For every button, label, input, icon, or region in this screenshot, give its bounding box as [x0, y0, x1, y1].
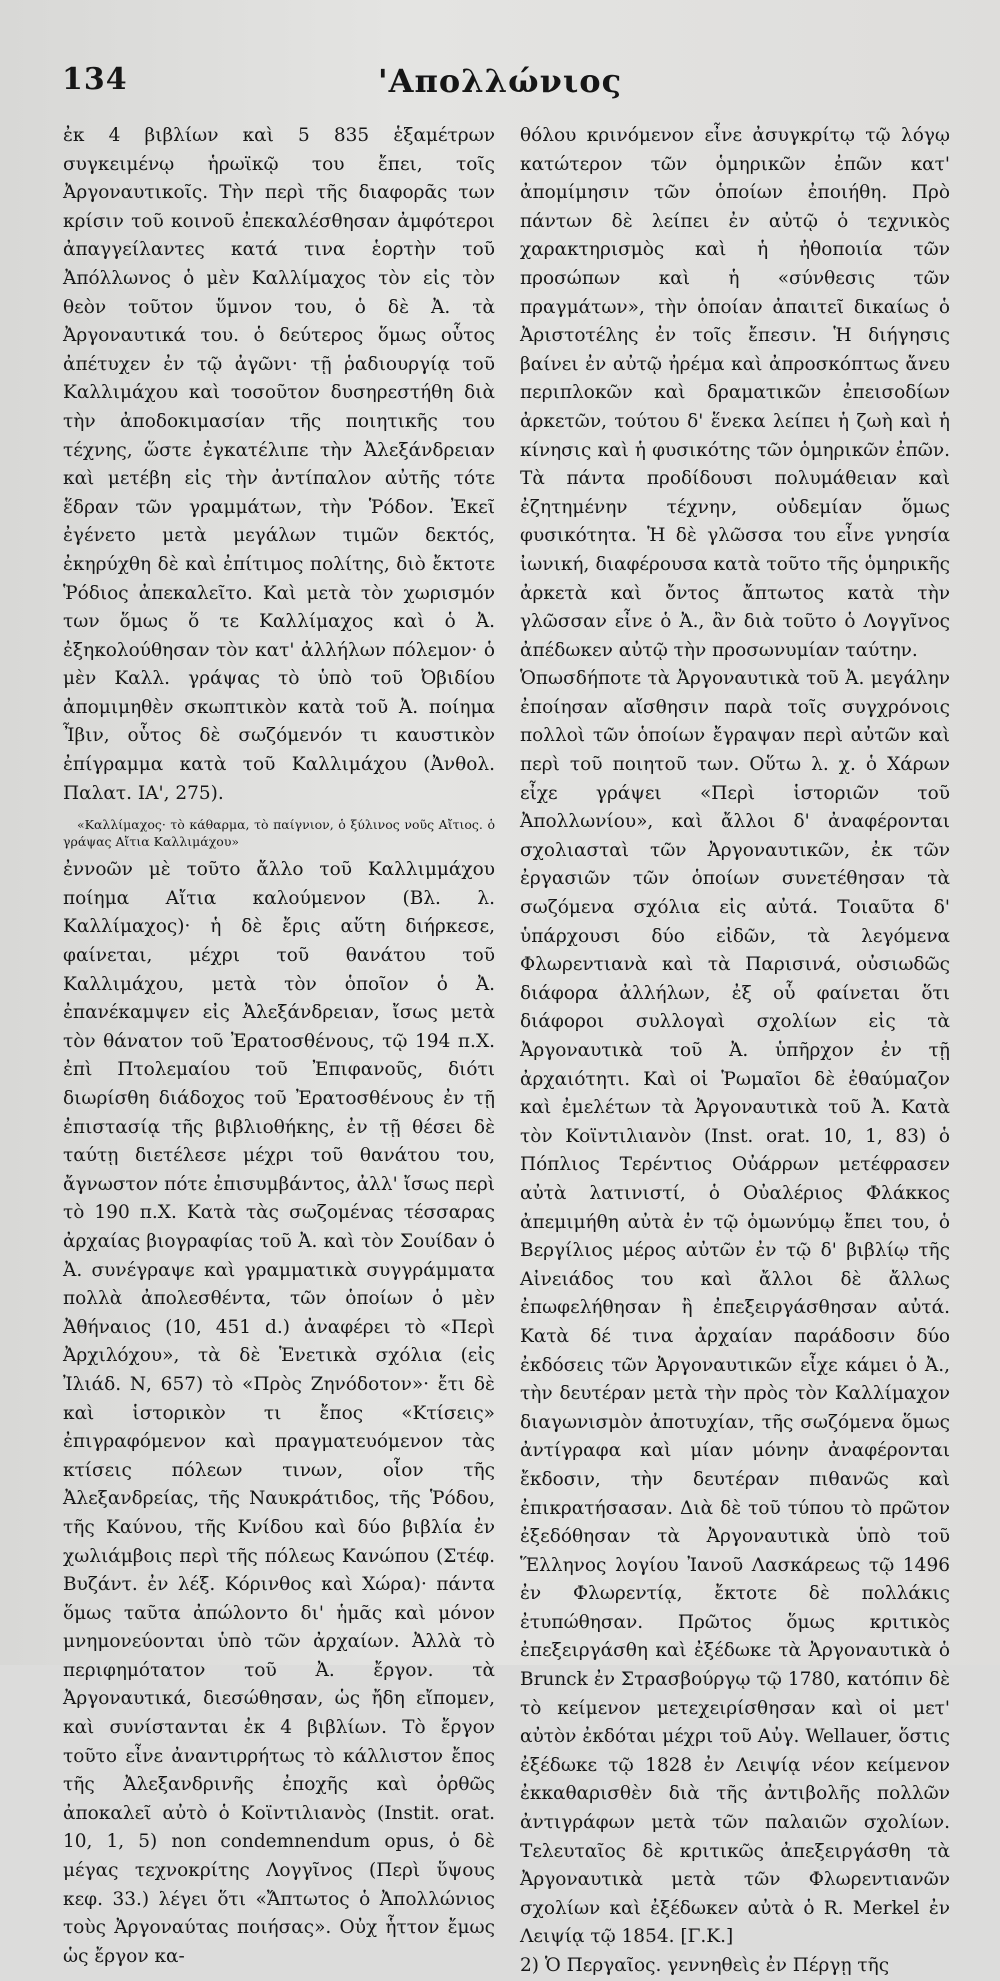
paragraph: ἐννοῶν μὲ τοῦτο ἄλλο τοῦ Καλλιμμάχου ποίημα Αἴτια καλούμενον (Βλ. λ. Καλλίμαχος)· ἡ δὲ ἔρις αὕτη διήρκεσε, φαίνεται, μέχρι τοῦ θανάτου τοῦ Καλλιμάχου, μετὰ τὸν ὁποῖον ὁ Ἀ. ἐπανέκαμψεν εἰς Ἀλεξάνδρειαν, ἴσως μετὰ τὸν θάνατον τοῦ Ἐρατοσθένους, τῷ 194 π.Χ. ἐπὶ Πτολεμαίου τοῦ Ἐπιφανοῦς, διότι διωρίσθη διάδοχος τοῦ Ἐρατοσθένους ἐν τῇ ἐπιστασίᾳ τῆς βιβλιοθήκης, ἐν τῇ θέσει δὲ ταύτῃ διετέλεσε μέχρι τοῦ θανάτου του, ἄγνωστον πότε ἐπισυμβάντος, ἀλλ' ἴσως περὶ τὸ 190 π.Χ. Κατὰ τὰς σωζομένας τέσσαρας ἀρχαίας βιογραφίας τοῦ Ἀ. καὶ τὸν Σουίδαν ὁ Ἀ. συνέγραψε καὶ γραμματικὰ συγγράμματα πολλὰ ἀπολεσθέντα, τῶν ὁποίων ὁ μὲν Ἀθήναιος (10, 451 d.) ἀναφέρει τὸ «Περὶ Ἀρχιλόχου», τὰ δὲ Ἑνετικὰ σχόλια (εἰς Ἰλιάδ. Ν, 657) τὸ «Πρὸς Ζηνόδοτον»· ἔτι δὲ καὶ ἱστορικὸν τι ἔπος «Κτίσεις» ἐπιγραφόμενον καὶ πραγματευόμενον τὰς κτίσεις πόλεων τινων, οἷον τῆς Ἀλεξανδρείας, τῆς Ναυκράτιδος, τῆς Ῥόδου, τῆς Καύνου, τῆς Κνίδου καὶ δύο βιβλία ἐν χωλιάμβοις περὶ τῆς πόλεως Κανώπου (Στέφ. Βυζάντ. ἐν λέξ. Κόρινθος καὶ Χώρα)· πάντα ὅμως ταῦτα ἀπώλοντο δι' ἡμᾶς καὶ μόνον μνημονεύονται ὑπὸ τῶν ἀρχαίων. Ἀλλὰ τὸ περιφημότατον τοῦ Ἀ. ἔργον. τὰ Ἀργοναυτικά, διεσώθησαν, ὡς ἤδη εἴπομεν, καὶ συνίστανται ἐκ 4 βιβλίων. Τὸ ἔργον τοῦτο εἶνε ἀναντιρρήτως τὸ κάλλιστον ἔπος τῆς Ἀλεξανδρινῆς ἐποχῆς καὶ ὀρθῶς ἀποκαλεῖ αὐτὸ ὁ Κοϊντιλιανὸς (Instit. orat. 10, 1, 5) non condemnendum opus, ὁ δὲ μέγας τεχνοκρίτης Λογγῖνος (Περὶ ὕψους κεφ. 33.) λέγει ὅτι «Ἄπτωτος ὁ Ἀπολλώνιος τοὺς Ἀργοναύτας ποιήσας». Οὐχ ἧττον ἔμως ὡς ἔργον κα-	[63, 859, 495, 1967]
page-header	[62, 62, 938, 112]
running-title: 'Απολλώνιος	[377, 62, 623, 100]
left-column	[63, 122, 495, 1967]
paragraph: Ὁπωσδήποτε τὰ Ἀργοναυτικὰ τοῦ Ἀ. μεγάλην ἐποίησαν αἴσθησιν παρὰ τοῖς συγχρόνοις πολλοὶ τῶν ὁποίων ἔγραψαν περὶ αὐτῶν καὶ περὶ τοῦ ποιητοῦ των. Οὕτω λ. χ. ὁ Χάρων εἶχε γράψει «Περὶ ἱστοριῶν τοῦ Ἀπολλωνίου», καὶ ἄλλοι δ' ἀναφέρονται σχολιασταὶ τῶν Ἀργοναυτικῶν, ἐκ τῶν ἐργασιῶν τῶν ὁποίων συνετέθησαν τὰ σωζόμενα σχόλια εἰς αὐτά. Τοιαῦτα δ' ὑπάρχουσι δύο εἰδῶν, τὰ λεγόμενα Φλωρεντιανὰ καὶ τὰ Παρισινά, οὐσιωδῶς διάφορα ἀλλήλων, ἐξ οὗ φαίνεται ὅτι διάφοροι συλλογαὶ σχολίων εἰς τὰ Ἀργοναυτικὰ τοῦ Ἀ. ὑπῆρχον ἐν τῇ ἀρχαιότητι. Καὶ οἱ Ῥωμαῖοι δὲ ἐθαύμαζον καὶ ἐμελέτων τὰ Ἀργοναυτικὰ τοῦ Ἀ. Κατὰ τὸν Κοϊντιλιανὸν (Inst. orat. 10, 1, 83) ὁ Πόπλιος Τερέντιος Οὐάρρων μετέφρασεν αὐτὰ λατινιστί, ὁ Οὐαλέριος Φλάκκος ἀπεμιμήθη αὐτὰ ἐν τῷ ὁμωνύμῳ ἔπει του, ὁ Βεργίλιος μέρος αὐτῶν ἐν τῷ δ' βιβλίῳ τῆς Αἰνειάδος του καὶ ἄλλοι δὲ ἄλλως ἐπωφελήθησαν ἢ ἐπεξειργάσθησαν αὐτά. Κατὰ δέ τινα ἀρχαίαν παράδοσιν δύο ἐκδόσεις τῶν Ἀργοναυτικῶν εἶχε κάμει ὁ Ἀ., τὴν δευτέραν μετὰ τὴν πρὸς τὸν Καλλίμαχον διαγωνισμὸν ἀποτυχίαν, τῆς σωζόμενα ὅμως ἀντίγραφα καὶ μίαν μόνην ἀναφέρονται ἔκδοσιν, τὴν δευτέραν πιθανῶς καὶ ἐπικρατήσασαν. Διὰ δὲ τοῦ τύπου τὸ πρῶτον ἐξεδόθησαν τὰ Ἀργοναυτικὰ ὑπὸ τοῦ Ἕλληνος λογίου Ἰανοῦ Λασκάρεως τῷ 1496 ἐν Φλωρεντίᾳ, ἔκτοτε δὲ πολλάκις ἐτυπώθησαν. Πρῶτος ὅμως κριτικὸς ἐπεξειργάσθη καὶ ἐξέδωκε τὰ Ἀργοναυτικὰ ὁ Brunck ἐν Στρασβούργῳ τῷ 1780, κατόπιν δὲ τὸ κείμενον μετεχειρίσθησαν καὶ οἱ μετ' αὐτὸν ἐκδόται μέχρι τοῦ Αὐγ. Wellauer, ὅστις ἐξέδωκε τῷ 1828 ἐν Λειψίᾳ νέον κείμενον ἐκκαθαρισθὲν διὰ τῆς ἀντιβολῆς πολλῶν ἀντιγράφων μετὰ τῶν παλαιῶν σχολίων. Τελευταῖος δὲ κριτικῶς ἀπεξειργάσθη τὰ Ἀργοναυτικὰ μετὰ τῶν Φλωρεντιανῶν σχολίων καὶ ἐξέδωκεν αὐτὰ ὁ R. Merkel ἐν Λειψίᾳ τῷ 1854. [Γ.Κ.]	[520, 668, 950, 1948]
epigram-quote: «Καλλίμαχος· τὸ κάθαρμα, τὸ παίγνιον, ὁ ξύλινος νοῦς Αἴτιος. ὁ γράψας Αἴτια Καλλιμάχου»	[63, 817, 495, 850]
paragraph: θόλου κρινόμενον εἶνε ἀσυγκρίτῳ τῷ λόγῳ κατώτερον τῶν ὁμηρικῶν ἐπῶν κατ' ἀπομίμησιν τῶν ὁποίων ἐποιήθη. Πρὸ πάντων δὲ λείπει ἐν αὐτῷ ὁ τεχνικὸς χαρακτηρισμὸς καὶ ἡ ἠθοποιία τῶν προσώπων καὶ ἡ «σύνθεσις τῶν πραγμάτων», τὴν ὁποίαν ἀπαιτεῖ δικαίως ὁ Ἀριστοτέλης ἐν τοῖς ἔπεσιν. Ἡ διήγησις βαίνει ἐν αὐτῷ ἠρέμα καὶ ἀπροσκόπτως ἄνευ περιπλοκῶν καὶ δραματικῶν ἐπεισοδίων ἀρκετῶν, τούτου δ' ἕνεκα λείπει ἡ ζωὴ καὶ ἡ κίνησις καὶ ἡ φυσικότης τῶν ὁμηρικῶν ἐπῶν. Τὰ πάντα προδίδουσι πολυμάθειαν καὶ ἐζητημένην τέχνην, οὐδεμίαν ὅμως φυσικότητα. Ἡ δὲ γλῶσσα του εἶνε γνησία ἰωνική, διαφέρουσα κατὰ τοῦτο τῆς ὁμηρικῆς ἀρκετὰ καὶ ὄντος ἄπτωτος κατὰ τὴν γλῶσσαν εἶνε ὁ Ἀ., ἂν διὰ τοῦτο ὁ Λογγῖνος ἀπέδωκεν αὐτῷ τὴν προσωνυμίαν ταύτην.	[520, 125, 950, 661]
page-number: 134	[62, 62, 128, 97]
paragraph: ἐκ 4 βιβλίων καὶ 5 835 ἑξαμέτρων συγκειμένῳ ἡρωϊκῷ του ἔπει, τοῖς Ἀργοναυτικοῖς. Τὴν περὶ τῆς διαφορᾶς των κρίσιν τοῦ κοινοῦ ἐπεκαλέσθησαν ἀμφότεροι ἀπαγγείλαντες κατά τινα ἑορτὴν τοῦ Ἀπόλλωνος ὁ μὲν Καλλίμαχος τὸν εἰς τὸν θεὸν τοῦτον ὕμνον του, ὁ δὲ Ἀ. τὰ Ἀργοναυτικά του. ὁ δεύτερος ὅμως οὗτος ἀπέτυχεν ἐν τῷ ἀγῶνι· τῇ ῥαδιουργίᾳ τοῦ Καλλιμάχου καὶ τοσοῦτον δυσηρεστήθη διὰ τὴν ἀποδοκιμασίαν τῆς ποιητικῆς του τέχνης, ὥστε ἐγκατέλιπε τὴν Ἀλεξάνδρειαν καὶ μετέβη εἰς τὴν ἀντίπαλον αὐτῆς τότε ἕδραν τῶν γραμμάτων, τὴν Ῥόδον. Ἐκεῖ ἐγένετο μετὰ μεγάλων τιμῶν δεκτός, ἐκηρύχθη δὲ καὶ ἐπίτιμος πολίτης, διὸ ἔκτοτε Ῥόδιος ἀπεκαλεῖτο. Καὶ μετὰ τὸν χωρισμόν των ὅμως ὅ τε Καλλίμαχος καὶ ὁ Ἀ. ἐξηκολούθησαν τὸν κατ' ἀλλήλων πόλεμον· ὁ μὲν Καλλ. γράψας τὸ ὑπὸ τοῦ Ὀβιδίου ἀπομιμηθὲν σκωπτικὸν κατὰ τοῦ Ἀ. ποίημα Ἶβιν, οὗτος δὲ σωζόμενόν τι καυστικὸν ἐπίγραμμα κατὰ τοῦ Καλλιμάχου (Ἀνθολ. Παλατ. ΙΑ', 275).	[63, 125, 495, 804]
right-column	[520, 122, 950, 1976]
section-start: 2) Ὁ Περγαῖος. γεννηθεὶς ἐν Πέργῃ τῆς	[520, 1955, 890, 1976]
